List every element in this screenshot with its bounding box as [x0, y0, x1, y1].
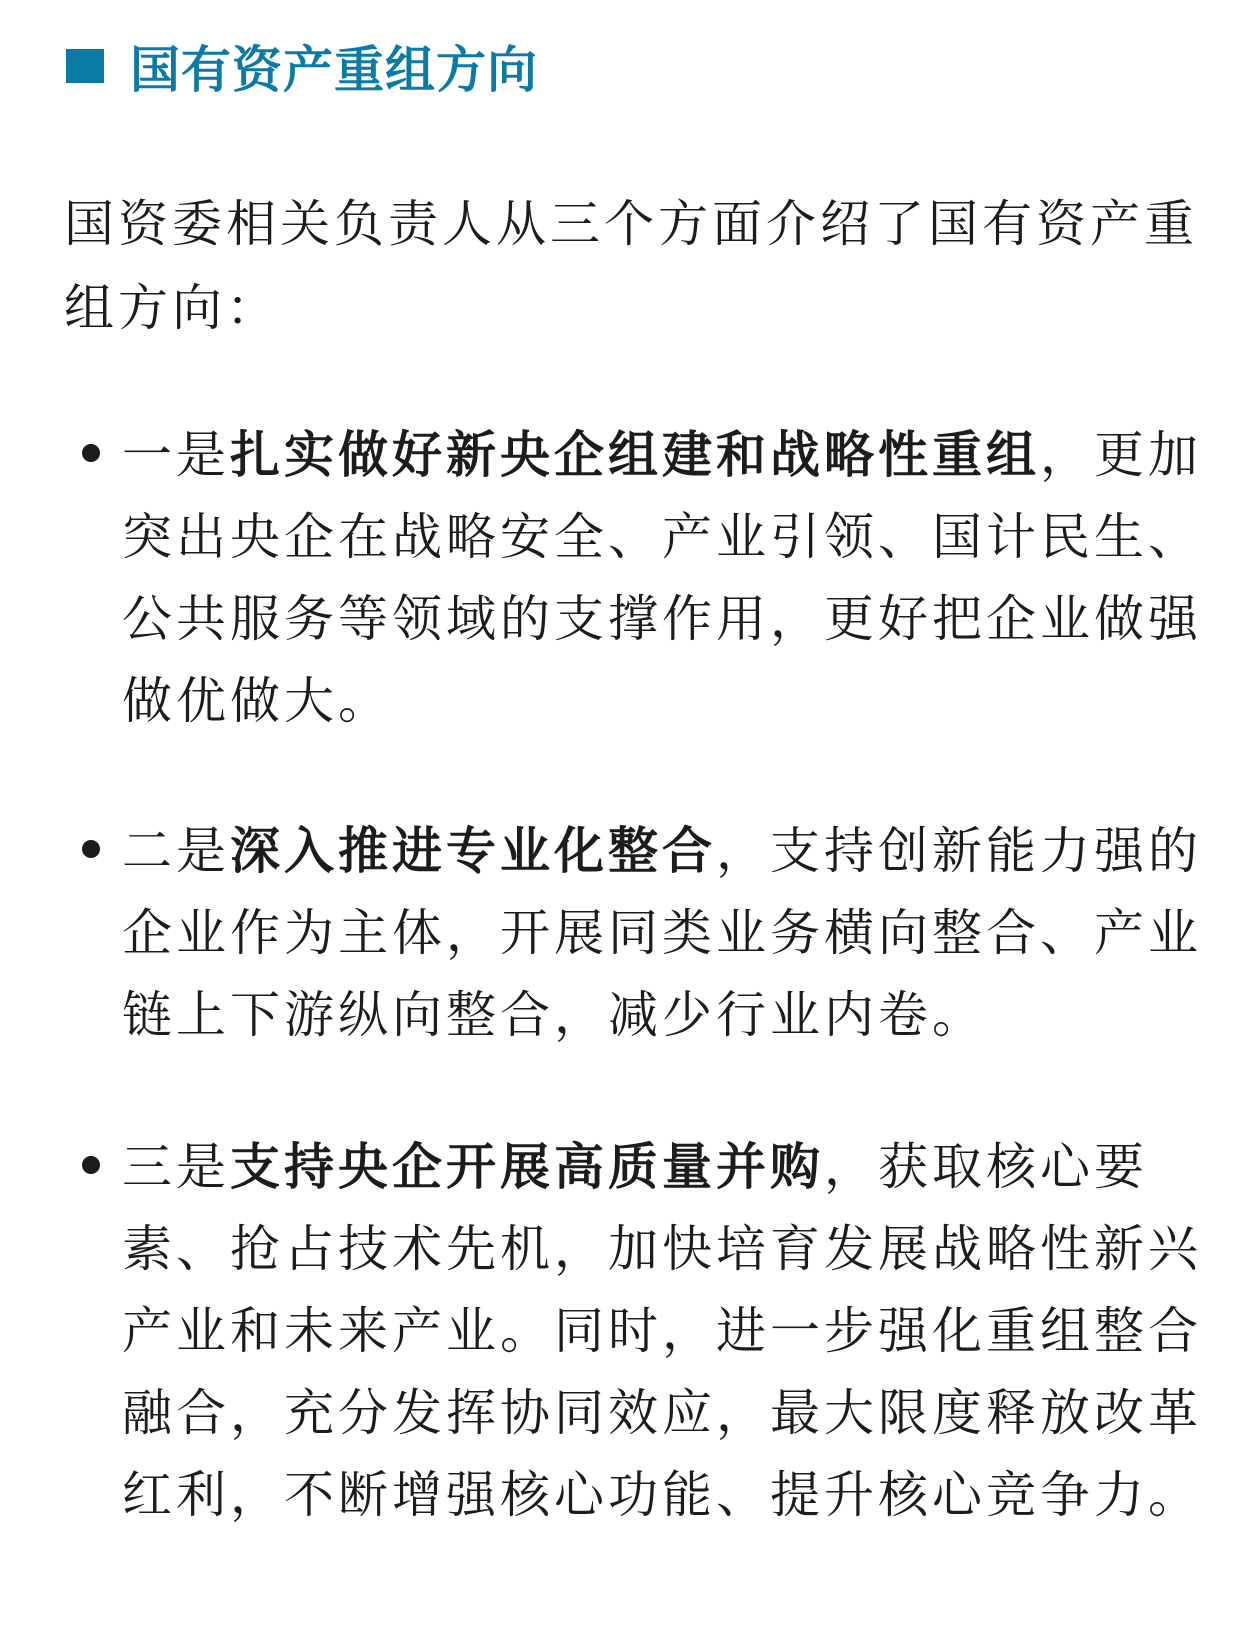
bullet-highlight: 支持央企开展高质量并购: [230, 1138, 824, 1196]
bullet-dot-icon: [82, 840, 100, 858]
section-header: [66, 36, 538, 99]
bullet-item: [122, 810, 1202, 1056]
bullet-highlight: 深入推进专业化整合: [230, 822, 716, 880]
bullet-text: ，支持创新能力强的企业作为主体，开展同类业务横向整合、产业链上下游纵向整合，减少行业内卷。: [122, 822, 1202, 1044]
bullet-item: [122, 414, 1202, 742]
bullet-prefix: 二是: [122, 822, 230, 880]
intro-paragraph: 国资委相关负责人从三个方面介绍了国有资产重组方向：: [64, 195, 1198, 337]
section-title: 国有资产重组方向: [130, 41, 538, 99]
bullet-text: ，更加突出央企在战略安全、产业引领、国计民生、公共服务等领域的支撑作用，更好把企业做强做优做大。: [122, 426, 1202, 730]
bullet-text: ，获取核心要素、抢占技术先机，加快培育发展战略性新兴产业和未来产业。同时，进一步强化重组整合融合，充分发挥协同效应，最大限度释放改革红利，不断增强核心功能、提升核心竞争力。: [122, 1138, 1202, 1524]
bullet-highlight: 扎实做好新央企组建和战略性重组: [230, 426, 1040, 484]
bullet-dot-icon: [82, 1156, 100, 1174]
bullet-dot-icon: [82, 444, 100, 462]
bullet-prefix: 三是: [122, 1138, 230, 1196]
bullet-item: [122, 1126, 1202, 1536]
header-square-icon: [66, 49, 104, 83]
bullet-prefix: 一是: [122, 426, 230, 484]
